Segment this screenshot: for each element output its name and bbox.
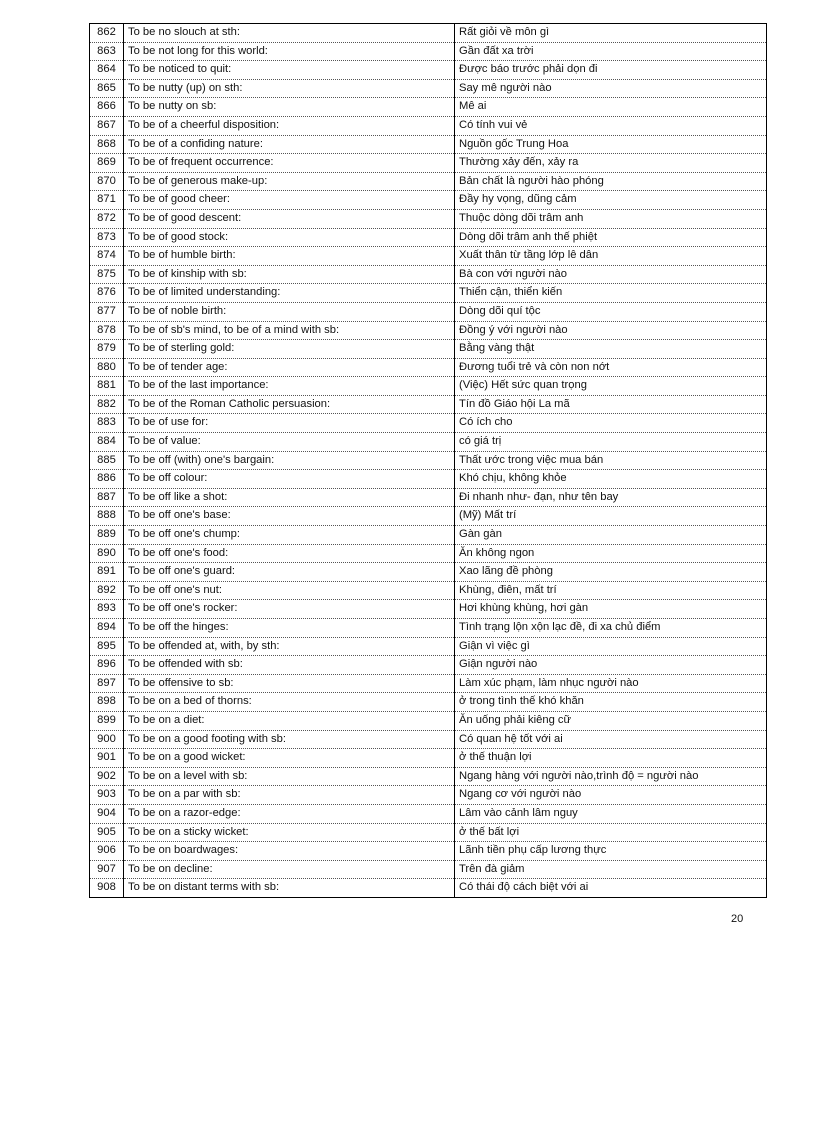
vietnamese-meaning: Tín đồ Giáo hội La mã xyxy=(455,395,767,414)
vietnamese-meaning: Làm xúc phạm, làm nhục người nào xyxy=(455,674,767,693)
english-phrase: To be of sterling gold: xyxy=(124,340,455,359)
row-number: 893 xyxy=(90,600,124,619)
english-phrase: To be on boardwages: xyxy=(124,842,455,861)
vietnamese-meaning: Mê ai xyxy=(455,98,767,117)
english-phrase: To be noticed to quit: xyxy=(124,61,455,80)
vietnamese-meaning: Thuộc dòng dõi trâm anh xyxy=(455,209,767,228)
english-phrase: To be off one's base: xyxy=(124,507,455,526)
row-number: 904 xyxy=(90,804,124,823)
vietnamese-meaning: Gàn gàn xyxy=(455,526,767,545)
english-phrase: To be off like a shot: xyxy=(124,488,455,507)
row-number: 897 xyxy=(90,674,124,693)
table-row xyxy=(90,749,767,768)
english-phrase: To be on decline: xyxy=(124,860,455,879)
row-number: 875 xyxy=(90,265,124,284)
page-number: 20 xyxy=(731,913,744,925)
english-phrase: To be on a good wicket: xyxy=(124,749,455,768)
english-phrase: To be on a good footing with sb: xyxy=(124,730,455,749)
english-phrase: To be of kinship with sb: xyxy=(124,265,455,284)
row-number: 898 xyxy=(90,693,124,712)
table-row xyxy=(90,526,767,545)
vietnamese-meaning: Khó chịu, không khỏe xyxy=(455,470,767,489)
english-phrase: To be of value: xyxy=(124,433,455,452)
vietnamese-meaning: Gần đất xa trời xyxy=(455,42,767,61)
row-number: 866 xyxy=(90,98,124,117)
row-number: 868 xyxy=(90,135,124,154)
english-phrase: To be off (with) one's bargain: xyxy=(124,451,455,470)
english-phrase: To be of sb's mind, to be of a mind with sb: xyxy=(124,321,455,340)
table-row xyxy=(90,340,767,359)
english-phrase: To be offended with sb: xyxy=(124,656,455,675)
english-phrase: To be not long for this world: xyxy=(124,42,455,61)
english-phrase: To be of a confiding nature: xyxy=(124,135,455,154)
table-row xyxy=(90,433,767,452)
vietnamese-meaning: Có quan hệ tốt với ai xyxy=(455,730,767,749)
row-number: 865 xyxy=(90,79,124,98)
table-row xyxy=(90,377,767,396)
table-row xyxy=(90,265,767,284)
table-row xyxy=(90,395,767,414)
english-phrase: To be of tender age: xyxy=(124,358,455,377)
row-number: 880 xyxy=(90,358,124,377)
vietnamese-meaning: Ngang cơ với người nào xyxy=(455,786,767,805)
vietnamese-meaning: Giận người nào xyxy=(455,656,767,675)
vietnamese-meaning: ở thế bất lợi xyxy=(455,823,767,842)
english-phrase: To be off one's food: xyxy=(124,544,455,563)
row-number: 882 xyxy=(90,395,124,414)
vietnamese-meaning: Thiển cận, thiển kiến xyxy=(455,284,767,303)
row-number: 872 xyxy=(90,209,124,228)
row-number: 869 xyxy=(90,154,124,173)
table-row xyxy=(90,228,767,247)
table-row xyxy=(90,247,767,266)
row-number: 895 xyxy=(90,637,124,656)
table-row xyxy=(90,674,767,693)
english-phrase: To be nutty on sb: xyxy=(124,98,455,117)
row-number: 867 xyxy=(90,116,124,135)
table-row xyxy=(90,656,767,675)
english-phrase: To be on distant terms with sb: xyxy=(124,879,455,898)
table-row xyxy=(90,879,767,898)
table-row xyxy=(90,842,767,861)
row-number: 903 xyxy=(90,786,124,805)
vocabulary-table xyxy=(89,23,767,898)
vietnamese-meaning: Nguồn gốc Trung Hoa xyxy=(455,135,767,154)
table-row xyxy=(90,116,767,135)
vietnamese-meaning: Trên đà giảm xyxy=(455,860,767,879)
vietnamese-meaning: có giá trị xyxy=(455,433,767,452)
row-number: 896 xyxy=(90,656,124,675)
vietnamese-meaning: Ngang hàng với người nào,trình độ = người nào xyxy=(455,767,767,786)
vietnamese-meaning: Xuất thân từ tầng lớp lê dân xyxy=(455,247,767,266)
row-number: 885 xyxy=(90,451,124,470)
english-phrase: To be no slouch at sth: xyxy=(124,24,455,43)
row-number: 863 xyxy=(90,42,124,61)
vietnamese-meaning: Giận vì việc gì xyxy=(455,637,767,656)
vietnamese-meaning: Đương tuổi trẻ và còn non nớt xyxy=(455,358,767,377)
row-number: 890 xyxy=(90,544,124,563)
vietnamese-meaning: Lâm vào cảnh lâm nguy xyxy=(455,804,767,823)
row-number: 892 xyxy=(90,581,124,600)
table-row xyxy=(90,61,767,80)
row-number: 887 xyxy=(90,488,124,507)
table-row xyxy=(90,786,767,805)
table-row xyxy=(90,637,767,656)
english-phrase: To be of frequent occurrence: xyxy=(124,154,455,173)
english-phrase: To be of generous make-up: xyxy=(124,172,455,191)
row-number: 877 xyxy=(90,302,124,321)
vietnamese-meaning: Xao lãng đề phòng xyxy=(455,563,767,582)
table-row xyxy=(90,544,767,563)
table-row xyxy=(90,804,767,823)
table-row xyxy=(90,693,767,712)
english-phrase: To be off one's nut: xyxy=(124,581,455,600)
english-phrase: To be off colour: xyxy=(124,470,455,489)
vietnamese-meaning: Đầy hy vọng, dũng cảm xyxy=(455,191,767,210)
row-number: 894 xyxy=(90,619,124,638)
english-phrase: To be off one's chump: xyxy=(124,526,455,545)
table-row xyxy=(90,79,767,98)
table-row xyxy=(90,191,767,210)
vietnamese-meaning: (Việc) Hết sức quan trọng xyxy=(455,377,767,396)
english-phrase: To be of good cheer: xyxy=(124,191,455,210)
row-number: 873 xyxy=(90,228,124,247)
table-row xyxy=(90,767,767,786)
english-phrase: To be of the last importance: xyxy=(124,377,455,396)
table-row xyxy=(90,321,767,340)
vietnamese-meaning: Dòng dõi quí tộc xyxy=(455,302,767,321)
row-number: 871 xyxy=(90,191,124,210)
english-phrase: To be off the hinges: xyxy=(124,619,455,638)
vietnamese-meaning: Tình trạng lộn xộn lạc đề, đi xa chủ điểm xyxy=(455,619,767,638)
vietnamese-meaning: Đồng ý với người nào xyxy=(455,321,767,340)
vietnamese-meaning: Lãnh tiền phụ cấp lương thực xyxy=(455,842,767,861)
row-number: 900 xyxy=(90,730,124,749)
table-row xyxy=(90,860,767,879)
table-row xyxy=(90,600,767,619)
row-number: 901 xyxy=(90,749,124,768)
table-row xyxy=(90,302,767,321)
vietnamese-meaning: Được báo trước phải dọn đi xyxy=(455,61,767,80)
row-number: 874 xyxy=(90,247,124,266)
row-number: 891 xyxy=(90,563,124,582)
vietnamese-meaning: Ăn không ngon xyxy=(455,544,767,563)
english-phrase: To be offended at, with, by sth: xyxy=(124,637,455,656)
vietnamese-meaning: ở thế thuận lợi xyxy=(455,749,767,768)
row-number: 889 xyxy=(90,526,124,545)
table-row xyxy=(90,209,767,228)
table-row xyxy=(90,507,767,526)
vietnamese-meaning: Có ích cho xyxy=(455,414,767,433)
table-row xyxy=(90,154,767,173)
table-row xyxy=(90,619,767,638)
row-number: 906 xyxy=(90,842,124,861)
vietnamese-meaning: Rất giỏi về môn gì xyxy=(455,24,767,43)
vietnamese-meaning: Có thái độ cách biệt với ai xyxy=(455,879,767,898)
vietnamese-meaning: (Mỹ) Mất trí xyxy=(455,507,767,526)
english-phrase: To be on a level with sb: xyxy=(124,767,455,786)
vietnamese-meaning: Thất ước trong việc mua bán xyxy=(455,451,767,470)
table-row xyxy=(90,284,767,303)
english-phrase: To be on a diet: xyxy=(124,711,455,730)
row-number: 883 xyxy=(90,414,124,433)
table-row xyxy=(90,24,767,43)
english-phrase: To be on a par with sb: xyxy=(124,786,455,805)
vietnamese-meaning: Có tính vui vẻ xyxy=(455,116,767,135)
vietnamese-meaning: Khùng, điên, mất trí xyxy=(455,581,767,600)
table-row xyxy=(90,42,767,61)
row-number: 908 xyxy=(90,879,124,898)
table-row xyxy=(90,711,767,730)
vietnamese-meaning: Hơi khùng khùng, hơi gàn xyxy=(455,600,767,619)
table-row xyxy=(90,172,767,191)
table-row xyxy=(90,414,767,433)
table-row xyxy=(90,563,767,582)
row-number: 881 xyxy=(90,377,124,396)
english-phrase: To be of limited understanding: xyxy=(124,284,455,303)
row-number: 884 xyxy=(90,433,124,452)
row-number: 870 xyxy=(90,172,124,191)
row-number: 864 xyxy=(90,61,124,80)
row-number: 888 xyxy=(90,507,124,526)
english-phrase: To be off one's rocker: xyxy=(124,600,455,619)
table-row xyxy=(90,823,767,842)
row-number: 905 xyxy=(90,823,124,842)
vocabulary-table-body xyxy=(90,24,767,898)
table-row xyxy=(90,581,767,600)
english-phrase: To be of good descent: xyxy=(124,209,455,228)
vietnamese-meaning: Bằng vàng thật xyxy=(455,340,767,359)
table-row xyxy=(90,98,767,117)
row-number: 899 xyxy=(90,711,124,730)
table-row xyxy=(90,730,767,749)
english-phrase: To be on a razor-edge: xyxy=(124,804,455,823)
vietnamese-meaning: Thường xảy đến, xảy ra xyxy=(455,154,767,173)
row-number: 876 xyxy=(90,284,124,303)
row-number: 886 xyxy=(90,470,124,489)
row-number: 878 xyxy=(90,321,124,340)
table-row xyxy=(90,470,767,489)
vietnamese-meaning: Bà con với người nào xyxy=(455,265,767,284)
row-number: 862 xyxy=(90,24,124,43)
english-phrase: To be nutty (up) on sth: xyxy=(124,79,455,98)
english-phrase: To be of a cheerful disposition: xyxy=(124,116,455,135)
english-phrase: To be off one's guard: xyxy=(124,563,455,582)
vietnamese-meaning: Bản chất là người hào phóng xyxy=(455,172,767,191)
vietnamese-meaning: Dòng dõi trâm anh thế phiệt xyxy=(455,228,767,247)
row-number: 879 xyxy=(90,340,124,359)
vietnamese-meaning: ở trong tình thế khó khăn xyxy=(455,693,767,712)
vietnamese-meaning: Say mê người nào xyxy=(455,79,767,98)
table-row xyxy=(90,135,767,154)
row-number: 902 xyxy=(90,767,124,786)
table-row xyxy=(90,488,767,507)
row-number: 907 xyxy=(90,860,124,879)
table-row xyxy=(90,451,767,470)
english-phrase: To be of the Roman Catholic persuasion: xyxy=(124,395,455,414)
english-phrase: To be of use for: xyxy=(124,414,455,433)
vietnamese-meaning: Ăn uống phải kiêng cữ xyxy=(455,711,767,730)
english-phrase: To be of good stock: xyxy=(124,228,455,247)
english-phrase: To be on a bed of thorns: xyxy=(124,693,455,712)
english-phrase: To be of humble birth: xyxy=(124,247,455,266)
english-phrase: To be of noble birth: xyxy=(124,302,455,321)
vietnamese-meaning: Đi nhanh như- đạn, như tên bay xyxy=(455,488,767,507)
table-row xyxy=(90,358,767,377)
english-phrase: To be offensive to sb: xyxy=(124,674,455,693)
english-phrase: To be on a sticky wicket: xyxy=(124,823,455,842)
